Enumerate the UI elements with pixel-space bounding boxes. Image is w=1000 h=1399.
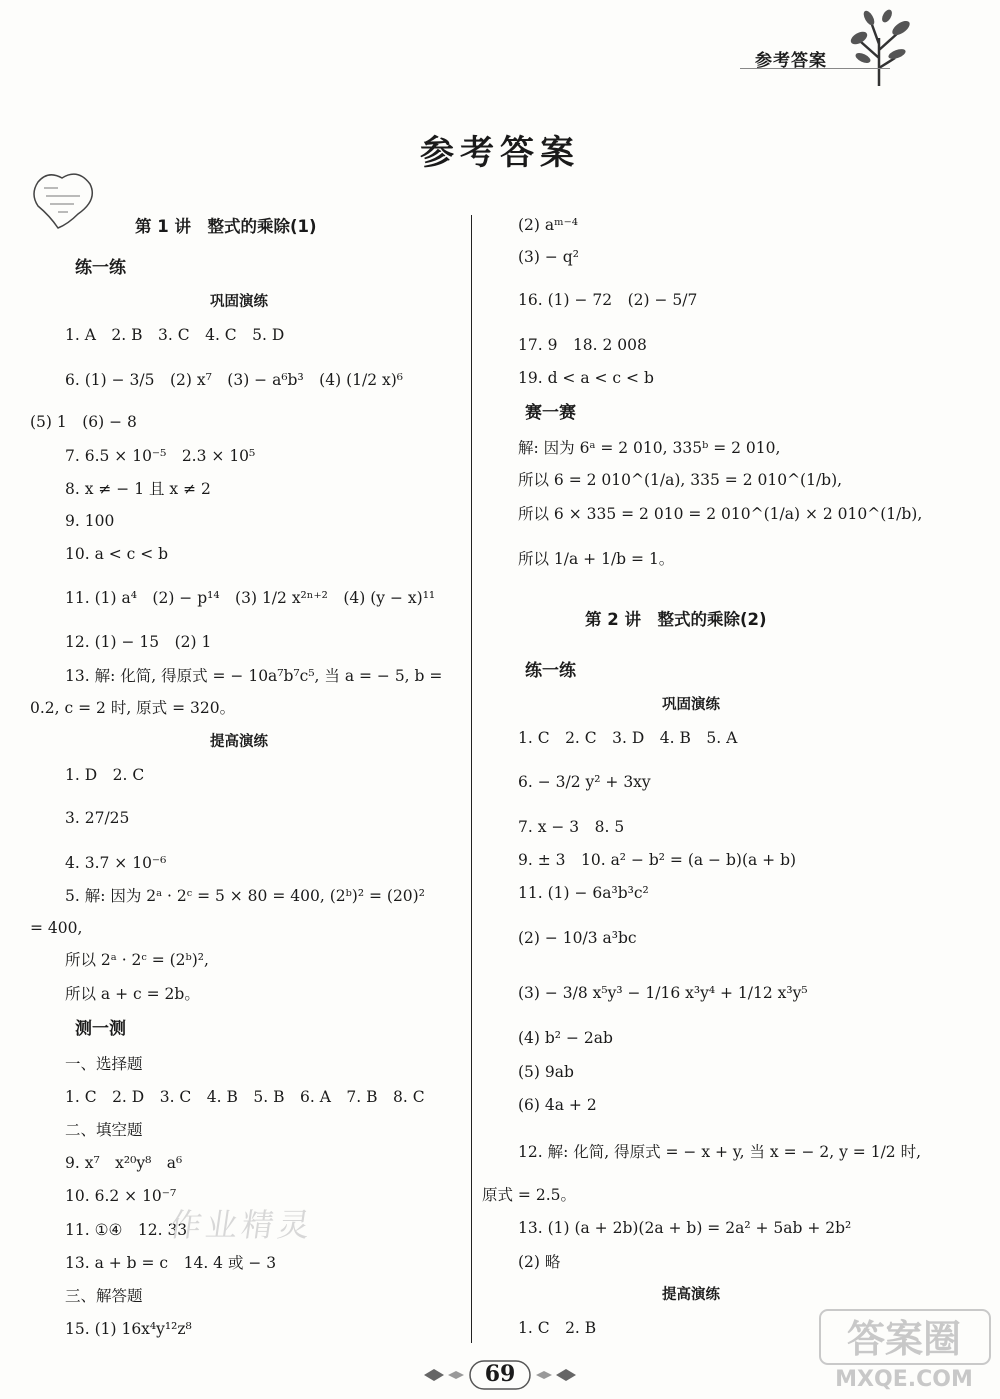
subsection-heading: 巩固演练 [210, 294, 268, 310]
subsection-heading: 提高演练 [210, 734, 268, 750]
header-rule [740, 68, 890, 69]
header-tag [735, 38, 895, 72]
answer-line: (2) − 10/3 a³bc [518, 929, 637, 947]
logo-main-text: 答案圈 [846, 1317, 962, 1361]
section-heading: 赛一赛 [525, 403, 576, 423]
question-type-heading: 二、填空题 [65, 1121, 143, 1139]
answer-line: = 400, [30, 919, 83, 937]
answer-line: 8. x ≠ − 1 且 x ≠ 2 [65, 480, 211, 498]
answer-line: 13. a + b = c 14. 4 或 − 3 [65, 1254, 277, 1272]
answer-line: 9. ± 3 10. a² − b² = (a − b)(a + b) [518, 851, 797, 869]
answer-line: 所以 1/a + 1/b = 1。 [518, 550, 675, 568]
answer-line: 1. D 2. C [65, 766, 145, 784]
watermark: 作业精灵 [167, 1206, 317, 1244]
lecture-1-heading: 第 1 讲 整式的乘除(1) [135, 217, 317, 236]
answer-line: (3) − 3/8 x⁵y³ − 1/16 x³y⁴ + 1/12 x³y⁵ [518, 984, 808, 1002]
answer-line: 所以 6 = 2 010^(1/a), 335 = 2 010^(1/b), [518, 471, 843, 489]
answer-line: 11. (1) − 6a³b³c² [518, 884, 649, 902]
answer-line: (6) 4a + 2 [518, 1096, 597, 1114]
answer-line: 解: 因为 6ᵃ = 2 010, 335ᵇ = 2 010, [518, 439, 781, 457]
answer-line: 1. C 2. B [518, 1319, 597, 1337]
answer-line: 0.2, c = 2 时, 原式 = 320。 [30, 699, 236, 717]
answer-line: (2) 略 [518, 1253, 561, 1271]
answer-line: 16. (1) − 72 (2) − 5/7 [518, 291, 698, 309]
answer-line: 所以 6 × 335 = 2 010 = 2 010^(1/a) × 2 010^(1/b), [518, 505, 923, 523]
page-number: 69 [484, 1361, 516, 1387]
answer-line: (3) − q² [518, 248, 579, 266]
answer-line: 12. 解: 化简, 得原式 = − x + y, 当 x = − 2, y = 1/2 时, [518, 1143, 922, 1161]
heart-stamp-icon [28, 168, 100, 232]
column-divider [471, 215, 472, 1343]
answer-line: 7. 6.5 × 10⁻⁵ 2.3 × 10⁵ [65, 447, 256, 465]
answer-line: (4) b² − 2ab [518, 1029, 613, 1047]
answer-line: 所以 2ᵃ · 2ᶜ = (2ᵇ)², [65, 951, 209, 969]
answer-line: 11. (1) a⁴ (2) − p¹⁴ (3) 1/2 x²ⁿ⁺² (4) (y − x)¹¹ [65, 589, 436, 607]
tree-icon [843, 8, 915, 88]
answer-line: 19. d < a < c < b [518, 369, 654, 387]
answer-line: 10. 6.2 × 10⁻⁷ [65, 1187, 177, 1205]
answer-line: 5. 解: 因为 2ᵃ · 2ᶜ = 5 × 80 = 400, (2ᵇ)² = (20)² [65, 887, 425, 905]
page-title: 参考答案 [420, 133, 580, 173]
question-type-heading: 三、解答题 [65, 1287, 143, 1305]
answer-line: 1. C 2. C 3. D 4. B 5. A [518, 729, 738, 747]
answer-line: 4. 3.7 × 10⁻⁶ [65, 854, 167, 872]
answer-line: 1. A 2. B 3. C 4. C 5. D [65, 326, 285, 344]
answer-line: 7. x − 3 8. 5 [518, 818, 625, 836]
answer-line: 9. 100 [65, 512, 115, 530]
header-label: 参考答案 [755, 51, 827, 71]
answer-line: 6. (1) − 3/5 (2) x⁷ (3) − a⁶b³ (4) (1/2 x)⁶ [65, 371, 403, 389]
answer-line: (5) 9ab [518, 1063, 574, 1081]
answer-line: 所以 a + c = 2b。 [65, 985, 200, 1003]
answer-line: (2) aᵐ⁻⁴ [518, 216, 579, 234]
page-number-badge [420, 1358, 580, 1392]
logo-url-text: MXQE.COM [835, 1367, 973, 1392]
answer-line: 11. ①④ 12. 33 [65, 1221, 188, 1239]
answer-line: 13. (1) (a + 2b)(2a + b) = 2a² + 5ab + 2b² [518, 1219, 852, 1237]
subsection-heading: 提高演练 [662, 1287, 720, 1303]
answer-line: 3. 27/25 [65, 809, 130, 827]
answer-line: 6. − 3/2 y² + 3xy [518, 773, 651, 791]
lecture-2-heading: 第 2 讲 整式的乘除(2) [585, 610, 767, 629]
answer-line: 10. a < c < b [65, 545, 169, 563]
subsection-heading: 巩固演练 [662, 697, 720, 713]
section-heading: 练一练 [525, 661, 576, 681]
answer-line: 9. x⁷ x²⁰y⁸ a⁶ [65, 1154, 183, 1172]
section-heading: 练一练 [75, 258, 126, 278]
answer-line: 13. 解: 化简, 得原式 = − 10a⁷b⁷c⁵, 当 a = − 5, b = [65, 667, 443, 685]
answer-line: 12. (1) − 15 (2) 1 [65, 633, 212, 651]
answer-line: (5) 1 (6) − 8 [30, 413, 137, 431]
question-type-heading: 一、选择题 [65, 1055, 143, 1073]
site-logo [818, 1306, 994, 1394]
answer-line: 17. 9 18. 2 008 [518, 336, 647, 354]
answer-line: 1. C 2. D 3. C 4. B 5. B 6. A 7. B 8. C [65, 1088, 425, 1106]
answer-line: 15. (1) 16x⁴y¹²z⁸ [65, 1320, 192, 1338]
section-heading: 测一测 [75, 1019, 126, 1039]
answer-line: 原式 = 2.5。 [482, 1186, 576, 1204]
